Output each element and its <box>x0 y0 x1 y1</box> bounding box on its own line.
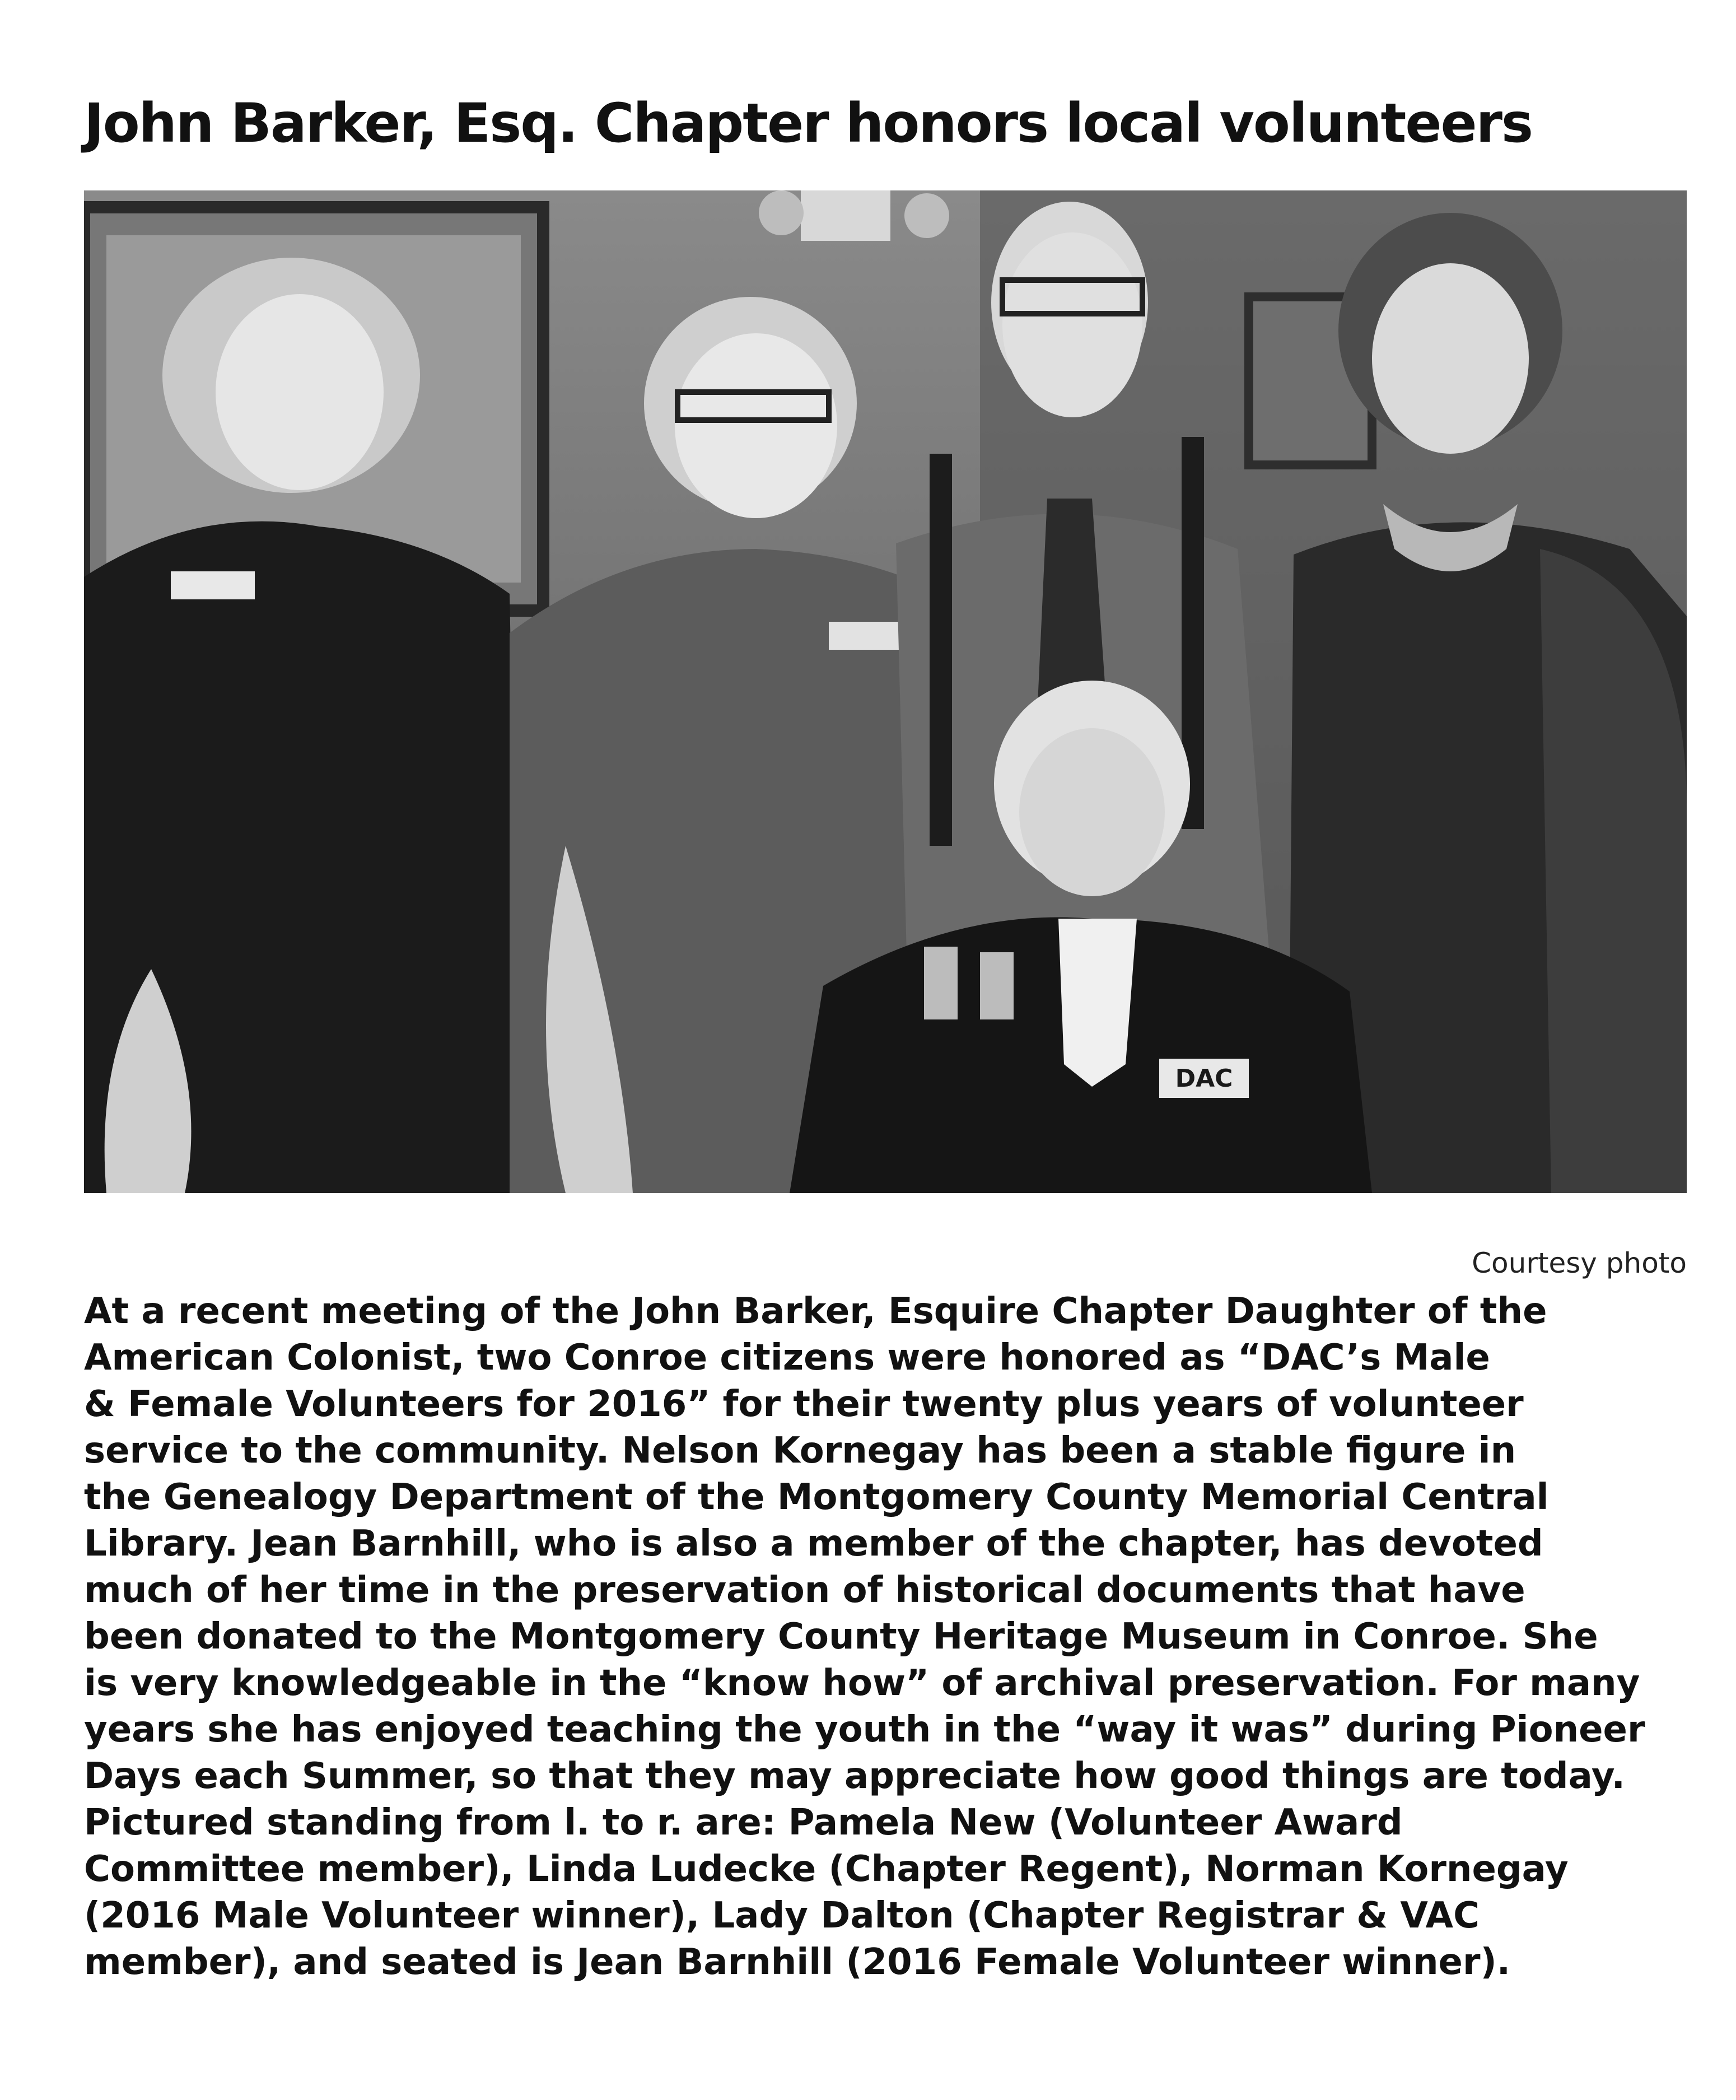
group-photo <box>84 190 1687 1193</box>
caption-line: American Colonist, two Conroe citizens were honored as “DAC’s Male <box>84 1337 1490 1379</box>
caption-line: service to the community. Nelson Kornegay has been a stable figure in <box>84 1430 1516 1472</box>
caption-line: much of her time in the preservation of historical documents that have <box>84 1570 1525 1611</box>
photo-credit: Courtesy photo <box>1472 1247 1687 1279</box>
headline: John Barker, Esq. Chapter honors local volunteers <box>84 92 1533 155</box>
caption-line: been donated to the Montgomery County Heritage Museum in Conroe. She <box>84 1616 1598 1657</box>
group-photo-illustration <box>84 190 1687 1193</box>
photo-caption <box>84 1288 1708 1986</box>
caption-line: member), and seated is Jean Barnhill (2016 Female Volunteer winner). <box>84 1941 1511 1983</box>
caption-line: Committee member), Linda Ludecke (Chapter Regent), Norman Kornegay <box>84 1848 1569 1890</box>
light-fixture <box>801 190 890 241</box>
light-bulb-right <box>904 193 949 238</box>
caption-line: Library. Jean Barnhill, who is also a member of the chapter, has devoted <box>84 1523 1543 1564</box>
caption-line: the Genealogy Department of the Montgomery County Memorial Central <box>84 1477 1549 1518</box>
caption-line: At a recent meeting of the John Barker, Esquire Chapter Daughter of the <box>84 1291 1547 1332</box>
caption-line: & Female Volunteers for 2016” for their twenty plus years of volunteer <box>84 1384 1524 1425</box>
caption-line: Days each Summer, so that they may appreciate how good things are today. <box>84 1756 1625 1797</box>
caption-line: (2016 Male Volunteer winner), Lady Dalton (Chapter Registrar & VAC <box>84 1895 1480 1936</box>
dac-badge: DAC <box>1175 1064 1233 1093</box>
caption-line: is very knowledgeable in the “know how” of archival preservation. For many <box>84 1663 1640 1704</box>
light-bulb-left <box>759 190 804 235</box>
caption-line: years she has enjoyed teaching the youth in the “way it was” during Pioneer <box>84 1709 1645 1750</box>
caption-line: Pictured standing from l. to r. are: Pamela New (Volunteer Award <box>84 1802 1403 1843</box>
